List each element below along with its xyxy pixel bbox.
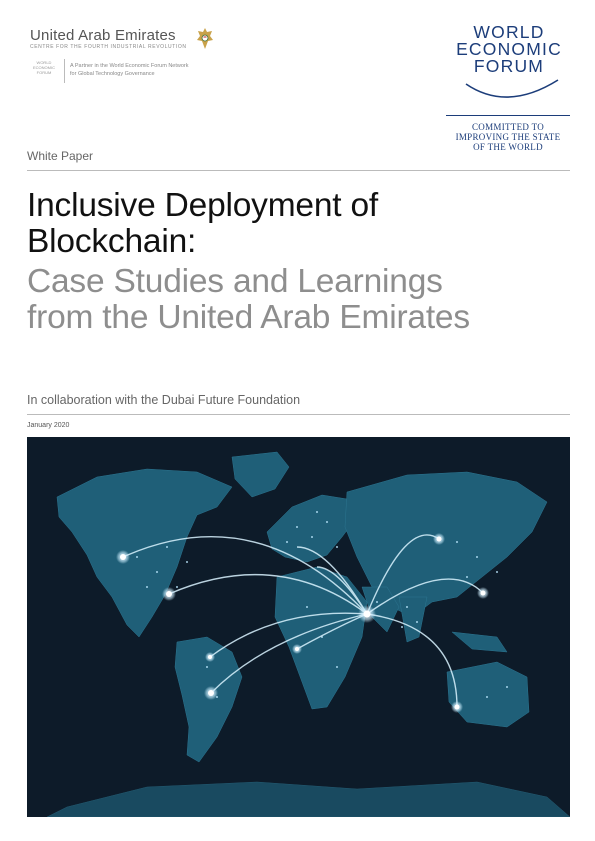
wef-motto: [440, 122, 576, 152]
wef-logo: [447, 24, 571, 75]
uae-tagline: CENTRE FOR THE FOURTH INDUSTRIAL REVOLUTION: [30, 44, 187, 50]
partner-line-2: for Global Technology Governance: [70, 71, 155, 77]
partner-statement: [70, 62, 220, 78]
wef-swoosh-icon: [462, 78, 562, 106]
title-line-1: Inclusive Deployment of: [27, 187, 379, 224]
wef-logo-line-2: ECONOMIC: [456, 39, 562, 59]
page-subtitle: [27, 264, 567, 336]
wef-logo-line-1: WORLD: [473, 22, 545, 42]
subtitle-line-2: from the United Arab Emirates: [27, 299, 470, 336]
uae-emblem-icon: [196, 27, 214, 51]
divider-top: [27, 170, 570, 171]
wef-divider: [446, 115, 570, 116]
wef-logo-line-3: FORUM: [473, 56, 545, 76]
world-map-connections-icon: [27, 437, 570, 817]
title-line-2: Blockchain:: [27, 223, 197, 260]
motto-line-3: OF THE WORLD: [473, 142, 543, 152]
partner-line-1: A Partner in the World Economic Forum Network: [70, 63, 189, 69]
continents: [47, 452, 570, 817]
document-type: White Paper: [27, 149, 94, 163]
header-divider: [64, 59, 65, 83]
collaboration-note: In collaboration with the Dubai Future Foundation: [27, 393, 301, 407]
motto-line-2: IMPROVING THE STATE: [455, 132, 561, 142]
uae-wordmark: United Arab Emirates: [30, 27, 176, 44]
publication-date: January 2020: [27, 422, 70, 429]
wef-mini-logo: WORLD ECONOMIC FORUM: [33, 60, 55, 75]
subtitle-line-1: Case Studies and Learnings: [27, 263, 443, 300]
motto-line-1: COMMITTED TO: [471, 122, 545, 132]
page-title: [27, 188, 567, 260]
divider-bottom: [27, 414, 570, 415]
cover-image: [27, 437, 570, 817]
